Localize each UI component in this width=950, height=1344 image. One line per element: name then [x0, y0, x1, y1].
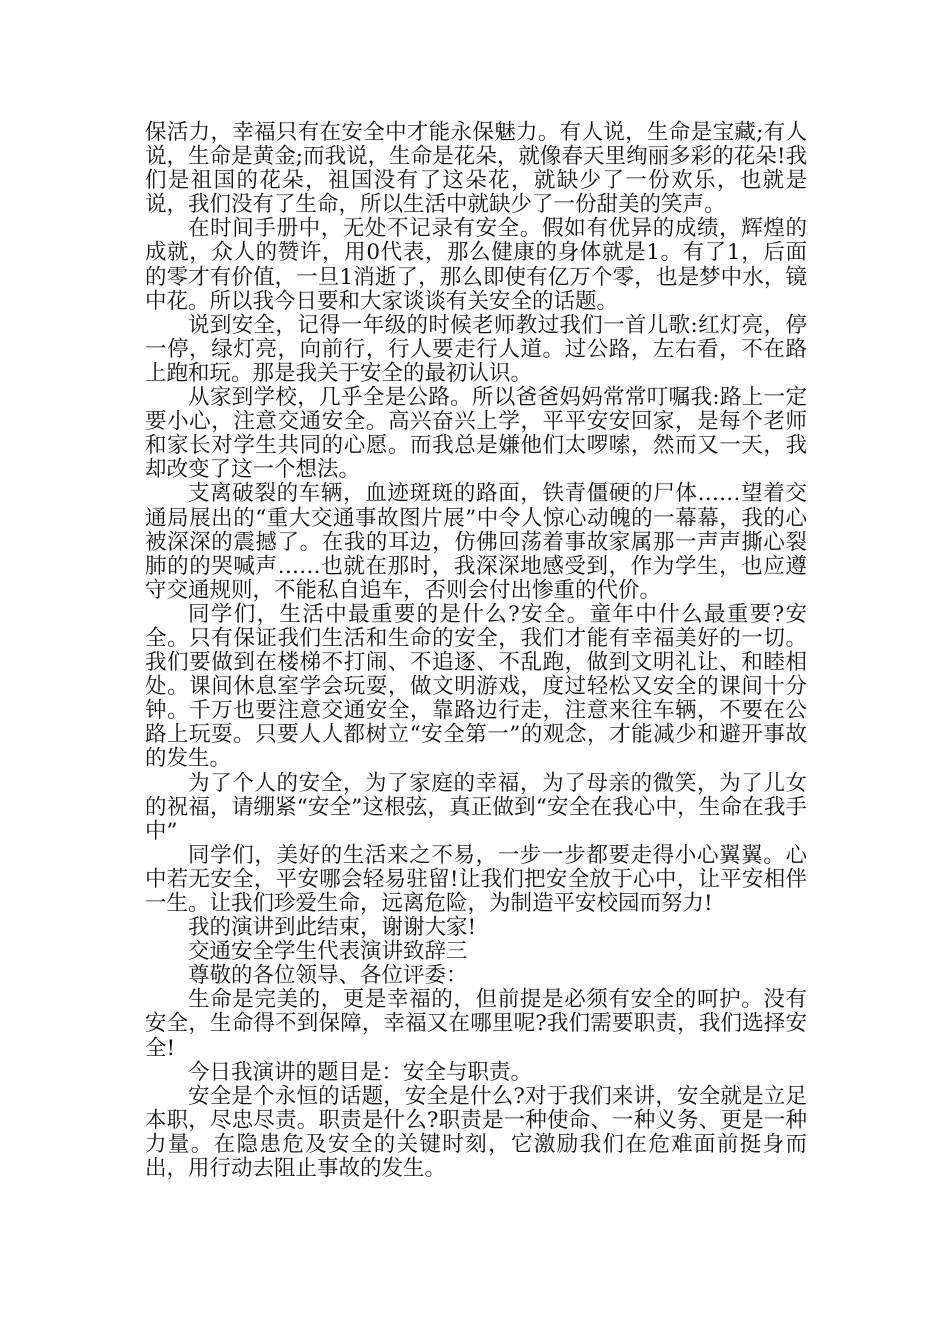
paragraph-9: 我的演讲到此结束，谢谢大家!	[188, 915, 477, 941]
paragraph-7: 为了个人的安全，为了家庭的幸福，为了母亲的微笑，为了儿女的祝福，请绷紧“安全”这根弦，真正做到“安全在我心中，生命在我手中”	[145, 770, 807, 844]
paragraph-2: 在时间手册中，无处不记录有安全。假如有优异的成绩，辉煌的成就，众人的赞许，用0代表，那么健康的身体就是1。有了1，后面的零才有价值，一旦1消逝了，那么即使有亿万个零，也是梦中水，镜中花。所以我今日要和大家谈谈有关安全的话题。	[145, 216, 807, 314]
salutation: 尊敬的各位领导、各位评委：	[188, 963, 468, 989]
paragraph-3: 说到安全，记得一年级的时候老师教过我们一首儿歌:红灯亮，停一停，绿灯亮，向前行，行人要走行人道。过公路，左右看，不在路上跑和玩。那是我关于安全的最初认识。	[145, 312, 807, 386]
paragraph-5: 支离破裂的车辆，血迹斑斑的路面，铁青僵硬的尸体……望着交通局展出的“重大交通事故图片展”中令人惊心动魄的一幕幕，我的心被深深的震撼了。在我的耳边，仿佛回荡着事故家属那一声声撕心裂肺的的哭喊声……也就在那时，我深深地感受到，作为学生，也应遵守交通规则，不能私自追车，否则会付出惨重的代价。	[145, 481, 807, 603]
paragraph-6: 同学们，生活中最重要的是什么?安全。童年中什么最重要?安全。只有保证我们生活和生命的安全，我们才能有幸福美好的一切。我们要做到在楼梯不打闹、不追逐、不乱跑，做到文明礼让、和睦相处。课间休息室学会玩耍，做文明游戏，度过轻松又安全的课间十分钟。千万也要注意交通安全，靠路边行走，注意来往车辆，不要在公路上玩耍。只要人人都树立“安全第一”的观念，才能减少和避开事故的发生。	[145, 601, 807, 772]
paragraph-8: 同学们，美好的生活来之不易，一步一步都要走得小心翼翼。心中若无安全，平安哪会轻易驻留!让我们把安全放于心中，让平安相伴一生。让我们珍爱生命，远离危险，为制造平安校园而努力!	[145, 842, 807, 916]
paragraph-13: 今日我演讲的题目是：安全与职责。	[188, 1059, 533, 1085]
paragraph-1: 保活力，幸福只有在安全中才能永保魅力。有人说，生命是宝藏;有人说，生命是黄金;而我说，生命是花朵，就像春天里绚丽多彩的花朵!我们是祖国的花朵，祖国没有了这朵花，就缺少了一份欢乐，也就是说，我们没有了生命，所以生活中就缺少了一份甜美的笑声。	[145, 120, 807, 218]
paragraph-12: 生命是完美的，更是幸福的，但前提是必须有安全的呵护。没有安全，生命得不到保障，幸福又在哪里呢?我们需要职责，我们选择安全!	[145, 987, 807, 1061]
section-heading: 交通安全学生代表演讲致辞三	[188, 939, 468, 965]
paragraph-14: 安全是个永恒的话题，安全是什么?对于我们来讲，安全就是立足本职，尽忠尽责。职责是什么?职责是一种使命、一种义务、更是一种力量。在隐患危及安全的关键时刻，它激励我们在危难面前挺身而出，用行动去阻止事故的发生。	[145, 1083, 807, 1182]
paragraph-4: 从家到学校，几乎全是公路。所以爸爸妈妈常常叮嘱我:路上一定要小心，注意交通安全。高兴奋兴上学，平平安安回家，是每个老师和家长对学生共同的心愿。而我总是嫌他们太啰嗦，然而又一天，我却改变了这一个想法。	[145, 385, 807, 483]
document-page	[145, 121, 807, 1181]
